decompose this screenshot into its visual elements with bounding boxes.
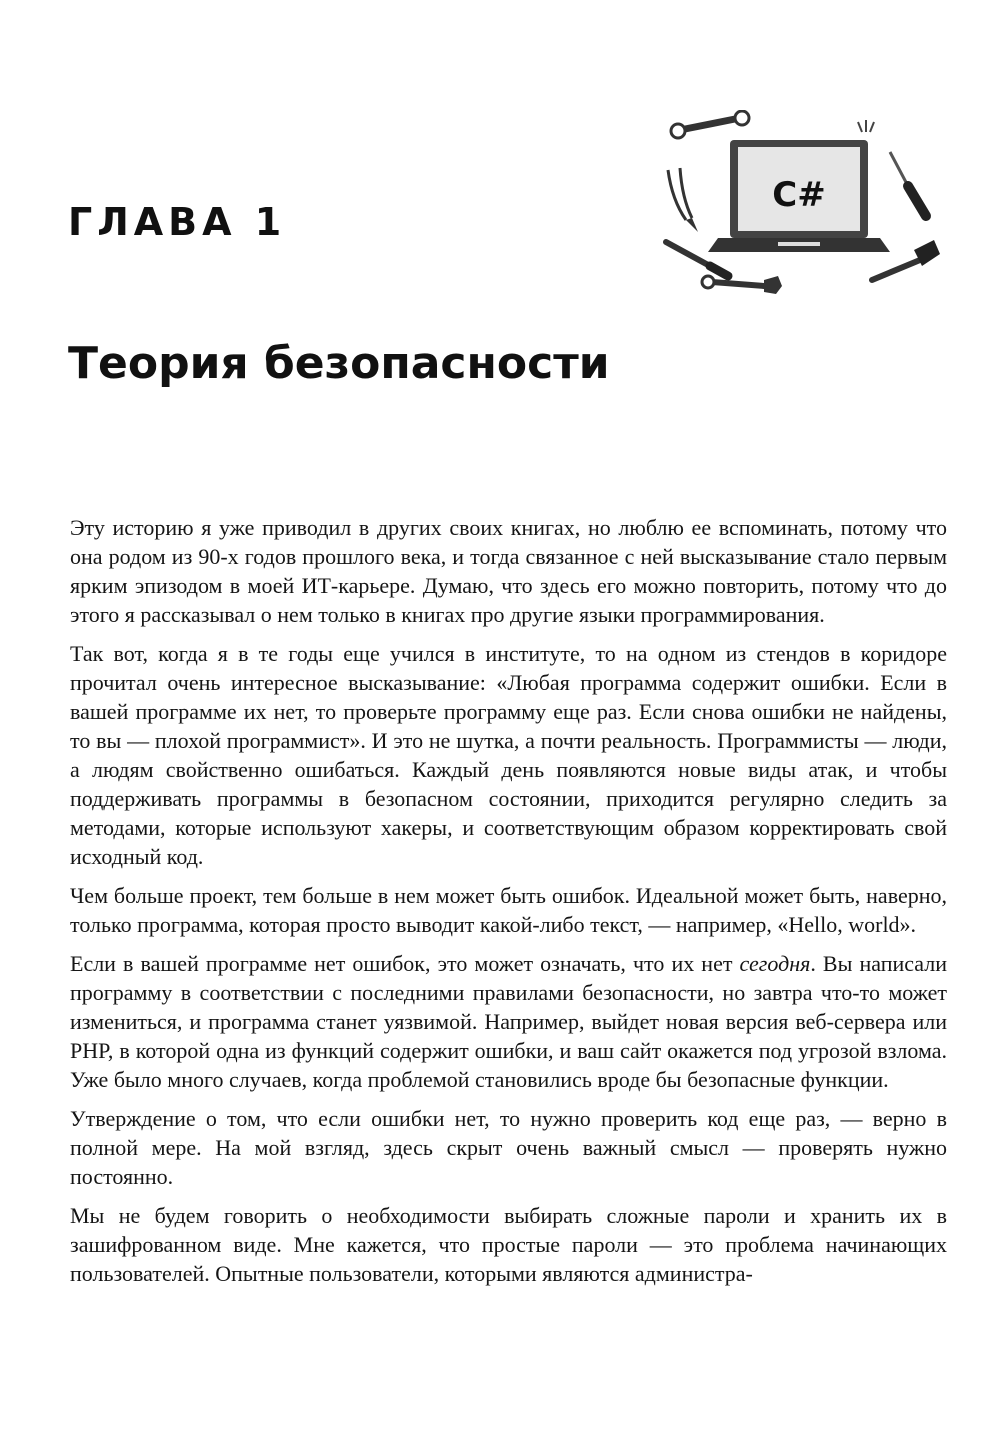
paragraph: Утверждение о том, что если ошибки нет, то нужно проверить код еще раз, — верно в полной мере. На мой взгляд, здесь скрыт очень важный смысл — проверять нужно постоянно. (70, 1106, 947, 1189)
wrench-icon (671, 111, 749, 138)
screwdriver-icon (858, 120, 926, 216)
screen-text: C# (772, 175, 826, 215)
paragraph: Эту историю я уже приводил в других своих книгах, но люблю ее вспоминать, потому что она родом из 90-х годов прошлого века, и тогда связанное с ней высказывание стало первым ярким эпизодом в моей ИТ-карьере. Думаю, что здесь его можно повторить, потому что до этого я рассказывал о нем только в книгах про другие языки программирования. (70, 515, 947, 627)
pliers-icon (668, 168, 698, 232)
laptop-icon (708, 140, 890, 252)
chapter-label: ГЛАВА 1 (68, 200, 287, 244)
paragraph: Мы не будем говорить о необходимости выбирать сложные пароли и хранить их в зашифрованном виде. Мне кажется, что простые пароли — это проблема начинающих пользователей. Опытные пользователи, которыми являются администра- (70, 1203, 947, 1286)
paragraph: Так вот, когда я в те годы еще учился в институте, то на одном из стендов в коридоре прочитал очень интересное высказывание: «Любая программа содержит ошибки. Если в вашей программе их нет, то проверьте программу еще раз. Если снова ошибки не найдены, то вы — плохой программист». И это не шутка, а почти реальность. Программисты — люди, а людям свойственно ошибаться. Каждый день появляются новые виды атак, и чтобы поддерживать программы в безопасном состоянии, приходится регулярно следить за методами, которые используют хакеры, и соответствующим образом корректировать свой исходный код. (70, 641, 947, 869)
paragraph: Чем больше проект, тем больше в нем может быть ошибок. Идеальной может быть, наверно, только программа, которая просто выводит какой-либо текст, — например, «Hello, world». (70, 883, 947, 937)
paragraph (70, 949, 947, 1094)
chapter-body (70, 513, 947, 1298)
emphasis-text: сегодня (739, 951, 811, 976)
paragraph-text: Если в вашей программе нет ошибок, это может означать, что их нет (70, 951, 740, 976)
paragraph-text: . Вы написали программу в соответствии с последними правилами безопасности, но завтра что-то может измениться, и программа станет уязвимой. Например, выйдет новая версия веб-сервера или PHP, в которой одна из функций содержит ошибки, и ваш сайт окажется под угрозой взлома. Уже было много случаев, когда проблемой становились вроде бы безопасные функции. (70, 951, 947, 1092)
adjustable-wrench-icon (702, 276, 782, 294)
chapter-title: Теория безопасности (68, 338, 610, 389)
chapter-illustration (658, 110, 948, 310)
